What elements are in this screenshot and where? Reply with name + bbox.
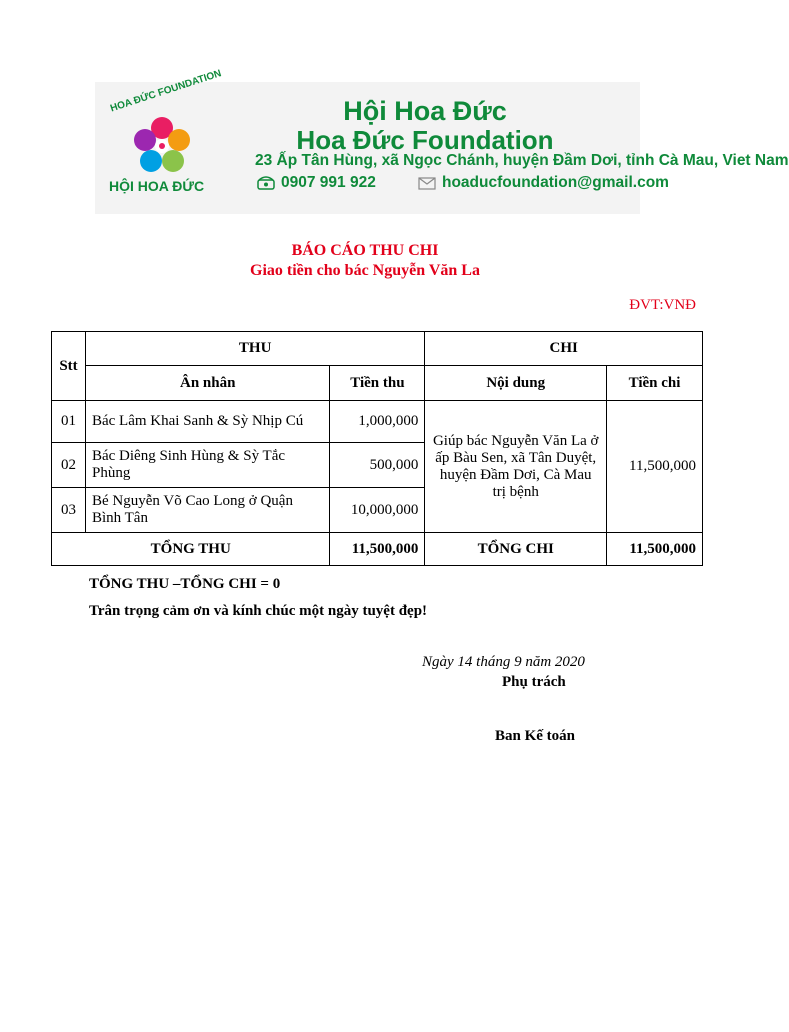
thu-header: THU xyxy=(85,332,424,366)
total-expense-value: 11,500,000 xyxy=(607,533,703,566)
expense-amount: 11,500,000 xyxy=(607,401,703,533)
email-address: hoaducfoundation@gmail.com xyxy=(442,174,669,191)
content-column-header: Nội dung xyxy=(425,366,607,401)
logo-text-top: HOA ĐỨC FOUNDATION xyxy=(109,68,223,115)
income-expense-table xyxy=(51,331,703,566)
row-donor: Bác Lâm Khai Sanh & Sỳ Nhịp Cú xyxy=(85,401,329,443)
currency-unit: ĐVT:VNĐ xyxy=(629,297,696,313)
row-income: 500,000 xyxy=(330,443,425,488)
email-contact xyxy=(418,174,669,192)
row-donor: Bé Nguyễn Võ Cao Long ở Quận Bình Tân xyxy=(85,488,329,533)
table-subheader-row xyxy=(52,366,703,401)
phone-icon xyxy=(257,176,275,190)
org-name-en: Hoa Đức Foundation xyxy=(296,125,554,155)
donor-column-header: Ân nhân xyxy=(85,366,329,401)
stt-header: Stt xyxy=(52,332,86,401)
phone-number: 0907 991 922 xyxy=(281,174,376,191)
balance-line: TỔNG THU –TỔNG CHI = 0 xyxy=(89,576,281,592)
table-row xyxy=(52,401,703,443)
expense-column-header: Tiền chi xyxy=(607,366,703,401)
signature-role: Phụ trách xyxy=(502,674,566,690)
org-name-vn: Hội Hoa Đức xyxy=(343,96,507,126)
total-income-label: TỔNG THU xyxy=(52,533,330,566)
envelope-icon xyxy=(418,177,436,190)
row-income: 10,000,000 xyxy=(330,488,425,533)
total-income-value: 11,500,000 xyxy=(330,533,425,566)
table-header-row xyxy=(52,332,703,366)
thanks-line: Trân trọng cảm ơn và kính chúc một ngày tuyệt đẹp! xyxy=(89,603,428,619)
row-stt: 02 xyxy=(52,443,86,488)
logo-text-bottom: HỘI HOA ĐỨC xyxy=(109,178,205,194)
row-income: 1,000,000 xyxy=(330,401,425,443)
report-title: BÁO CÁO THU CHI xyxy=(291,242,439,259)
signature-name: Ban Kế toán xyxy=(495,728,576,744)
table-total-row xyxy=(52,533,703,566)
chi-header: CHI xyxy=(425,332,703,366)
total-expense-label: TỔNG CHI xyxy=(425,533,607,566)
report-date: Ngày 14 tháng 9 năm 2020 xyxy=(422,654,585,670)
report-subtitle: Giao tiền cho bác Nguyễn Văn La xyxy=(250,262,480,279)
phone-contact xyxy=(257,174,376,192)
header-banner xyxy=(95,68,789,214)
income-column-header: Tiền thu xyxy=(330,366,425,401)
expense-content: Giúp bác Nguyễn Văn La ở ấp Bàu Sen, xã Tân Duyệt, huyện Đầm Dơi, Cà Mau trị bệnh xyxy=(425,401,607,533)
org-address: 23 Ấp Tân Hùng, xã Ngọc Chánh, huyện Đầm Dơi, tỉnh Cà Mau, Viet Nam xyxy=(255,152,789,169)
row-donor: Bác Diêng Sinh Hùng & Sỳ Tắc Phùng xyxy=(85,443,329,488)
row-stt: 01 xyxy=(52,401,86,443)
row-stt: 03 xyxy=(52,488,86,533)
